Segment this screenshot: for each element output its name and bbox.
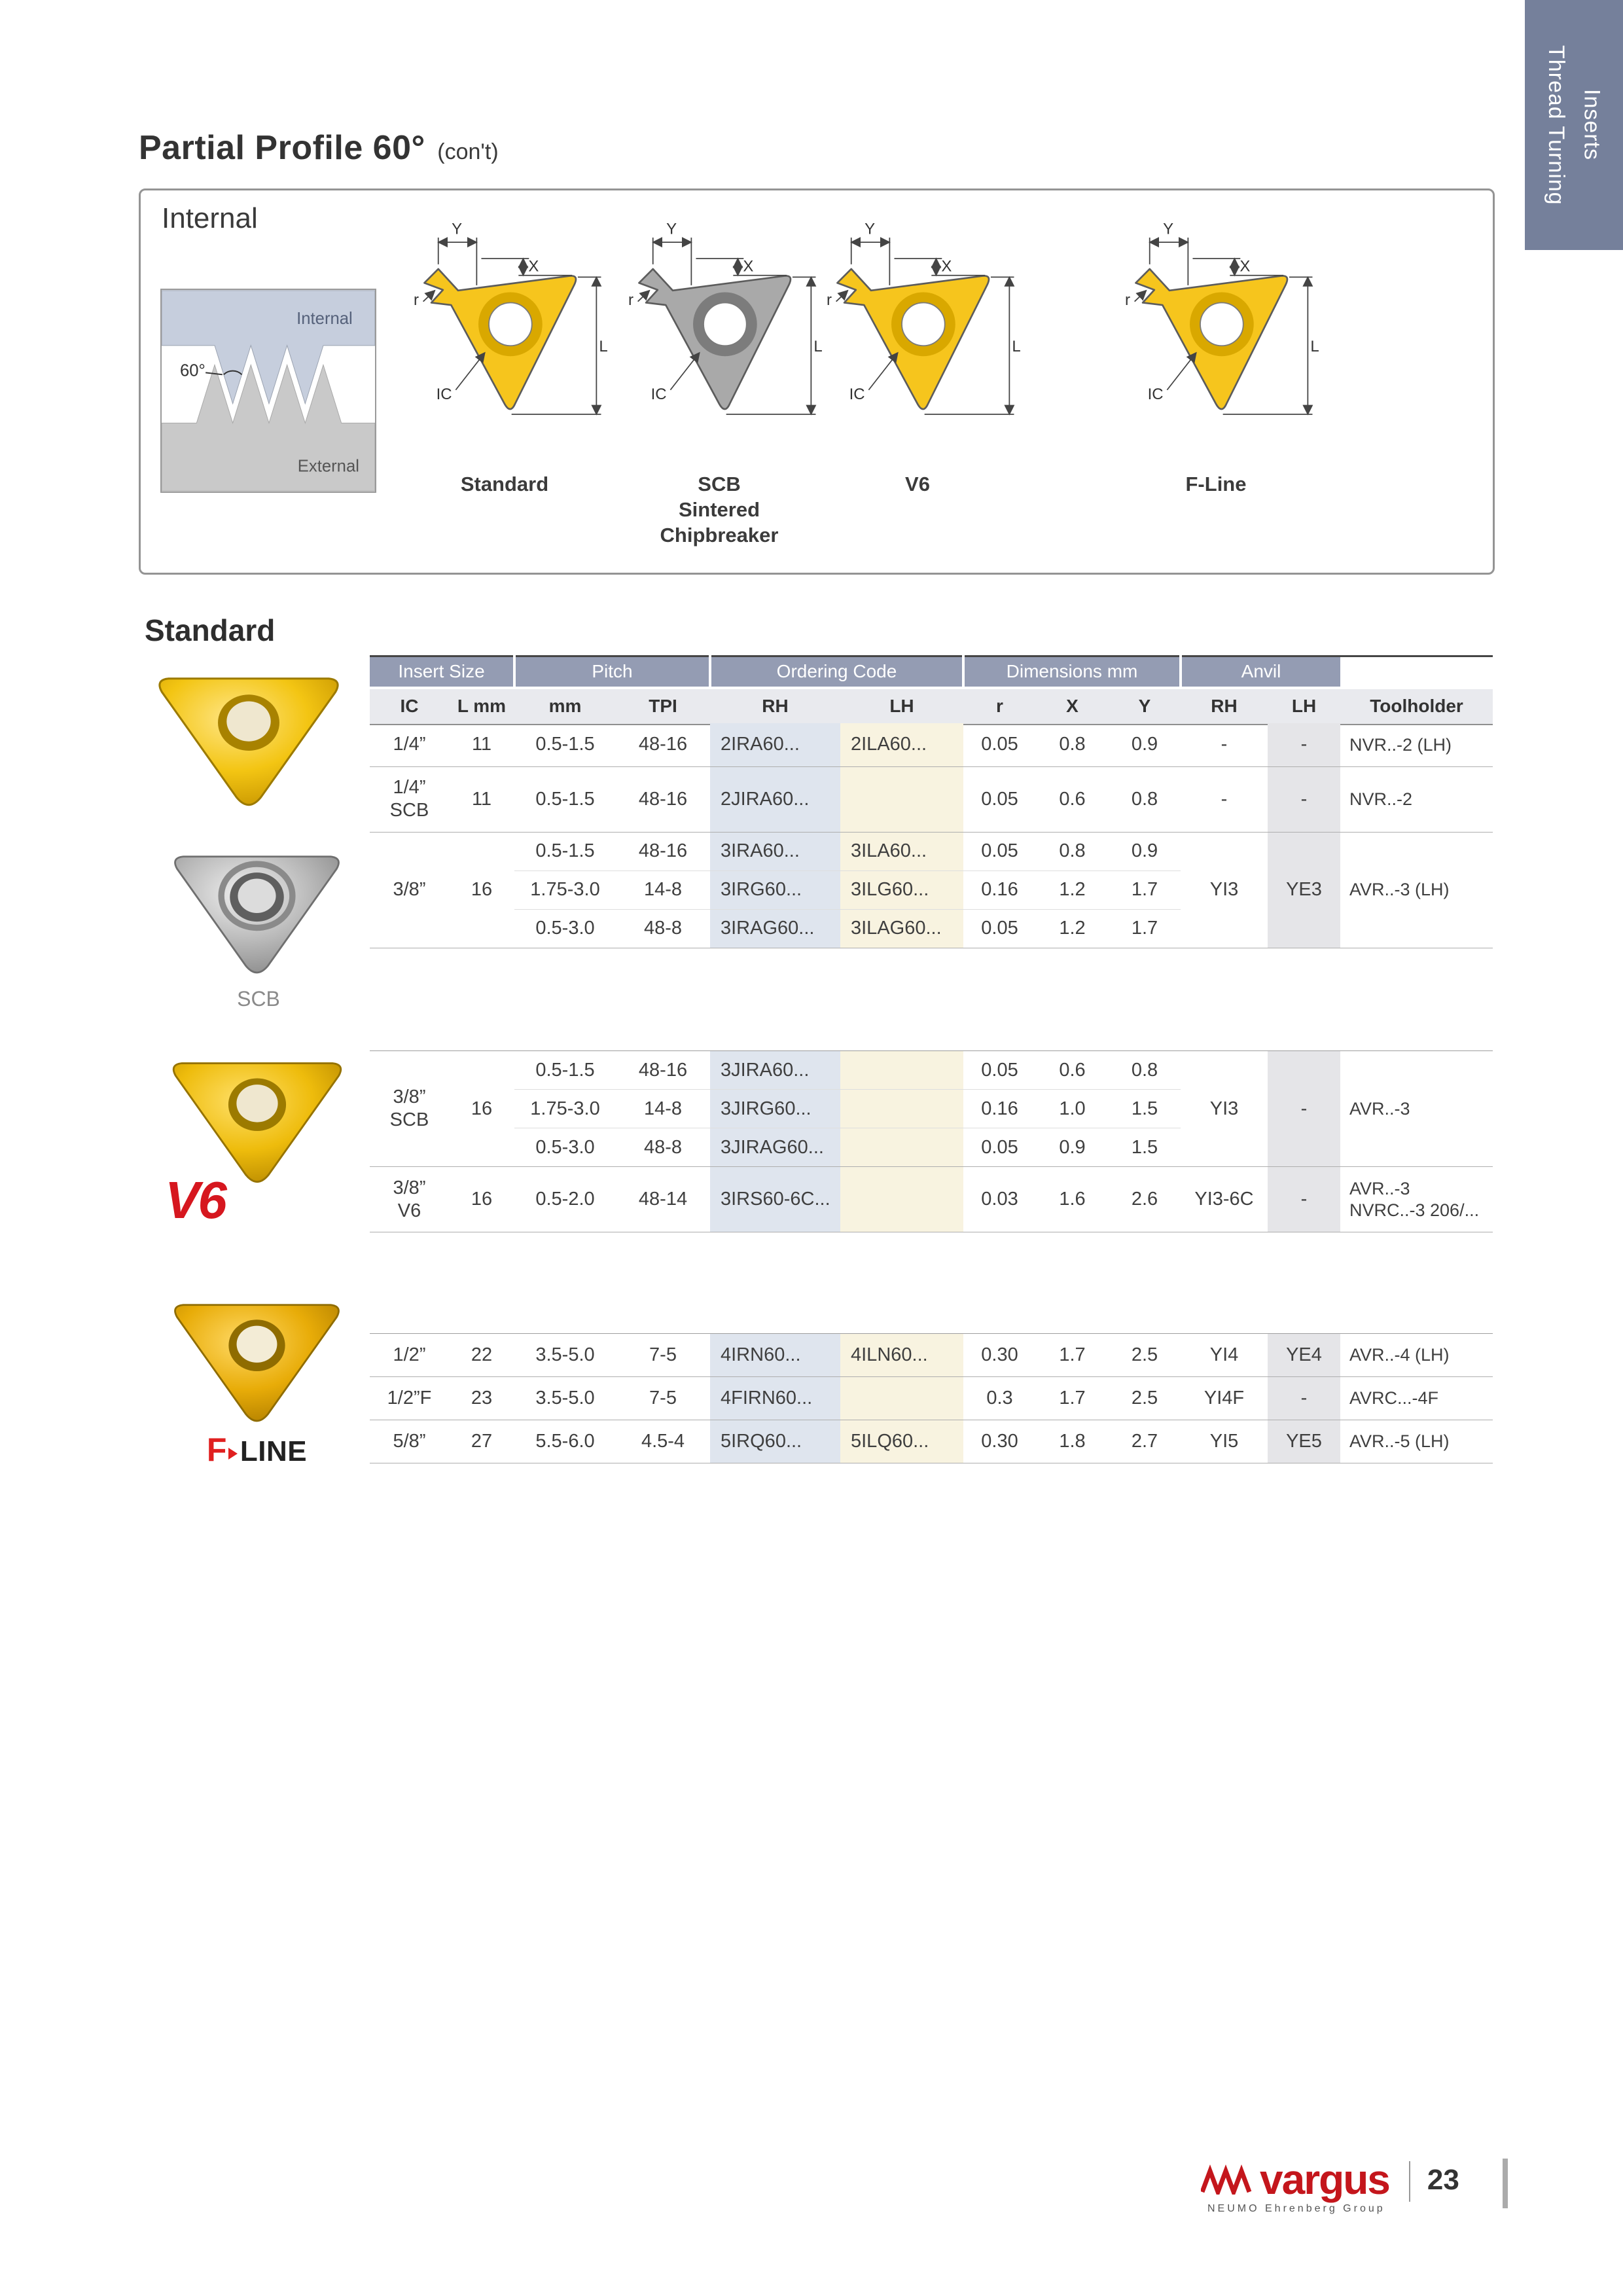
cell-mm: 0.5-3.0 <box>514 1128 616 1167</box>
cell-rh: 4FIRN60... <box>710 1377 840 1420</box>
cell-alh: - <box>1268 723 1340 766</box>
svg-text:r: r <box>1124 291 1130 310</box>
cell-arh: YI3 <box>1181 832 1268 948</box>
standard-table-block-1 <box>370 723 1493 948</box>
svg-text:r: r <box>826 291 832 310</box>
cell-y: 2.7 <box>1109 1420 1181 1463</box>
standard-table-header <box>370 655 1493 725</box>
page-footer <box>1201 2156 1508 2215</box>
cell-alh: - <box>1268 766 1340 832</box>
page-number: 23 <box>1427 2164 1459 2196</box>
cell-th: NVR..-2 (LH) <box>1340 723 1493 766</box>
cell-rh: 2JIRA60... <box>710 766 840 832</box>
cell-r: 0.30 <box>963 1420 1036 1463</box>
svg-text:Y: Y <box>452 220 463 238</box>
fline-logo-f: F <box>206 1431 227 1468</box>
column-header-rh: RH <box>710 688 840 725</box>
cell-x: 0.9 <box>1036 1128 1109 1167</box>
group-header: Anvil <box>1181 656 1340 688</box>
cell-x: 1.2 <box>1036 870 1109 909</box>
table-row <box>370 1051 1493 1090</box>
cell-r: 0.16 <box>963 870 1036 909</box>
svg-text:L: L <box>1012 338 1021 356</box>
cell-lh <box>840 766 963 832</box>
cell-tpi: 48-8 <box>616 1128 710 1167</box>
standard-table-block-3 <box>370 1333 1493 1463</box>
standard-section-title: Standard <box>145 613 276 647</box>
cell-x: 1.7 <box>1036 1334 1109 1377</box>
table-row <box>370 1377 1493 1420</box>
cell-alh: - <box>1268 1377 1340 1420</box>
cell-r: 0.05 <box>963 909 1036 948</box>
cell-y: 2.6 <box>1109 1167 1181 1232</box>
cell-l: 11 <box>449 766 514 832</box>
cell-x: 1.7 <box>1036 1377 1109 1420</box>
svg-text:Y: Y <box>1163 220 1174 238</box>
cell-x: 0.6 <box>1036 766 1109 832</box>
variant-label: F-Line <box>1185 473 1247 495</box>
svg-text:X: X <box>528 257 539 276</box>
svg-text:IC: IC <box>651 385 667 403</box>
cell-mm: 5.5-6.0 <box>514 1420 616 1463</box>
vargus-subtext: NEUMO Ehrenberg Group <box>1207 2203 1385 2214</box>
fline-logo <box>157 1431 357 1469</box>
cell-th: AVR..-4 (LH) <box>1340 1334 1493 1377</box>
footer-edge-bar <box>1503 2159 1508 2208</box>
cell-y: 1.5 <box>1109 1128 1181 1167</box>
cell-l: 23 <box>449 1377 514 1420</box>
cell-arh: YI3 <box>1181 1051 1268 1167</box>
cell-r: 0.05 <box>963 1051 1036 1090</box>
cell-arh: YI4F <box>1181 1377 1268 1420</box>
cell-tpi: 48-16 <box>616 1051 710 1090</box>
cell-mm: 1.75-3.0 <box>514 870 616 909</box>
cell-mm: 3.5-5.0 <box>514 1334 616 1377</box>
cell-mm: 0.5-2.0 <box>514 1167 616 1232</box>
cell-mm: 0.5-1.5 <box>514 1051 616 1090</box>
cell-ic: 3/8” SCB <box>370 1051 449 1167</box>
cell-lh: 3ILA60... <box>840 832 963 870</box>
insert-photo-v6 <box>162 1041 352 1191</box>
column-header-ic: IC <box>370 688 449 725</box>
cell-r: 0.16 <box>963 1090 1036 1128</box>
table-row <box>370 1167 1493 1232</box>
column-header-l: L mm <box>449 688 514 725</box>
standard-table-block-2 <box>370 1050 1493 1232</box>
column-header-mm: mm <box>514 688 616 725</box>
group-header: Dimensions mm <box>963 656 1181 688</box>
cell-r: 0.05 <box>963 1128 1036 1167</box>
cell-lh <box>840 1051 963 1090</box>
cell-th: AVR..-3 <box>1340 1051 1493 1167</box>
cell-rh: 3JIRA60... <box>710 1051 840 1090</box>
cell-th: AVRC...-4F <box>1340 1377 1493 1420</box>
cell-y: 1.7 <box>1109 909 1181 948</box>
variant-standard <box>387 217 622 497</box>
cell-alh: - <box>1268 1167 1340 1232</box>
cell-tpi: 14-8 <box>616 870 710 909</box>
cell-tpi: 48-16 <box>616 766 710 832</box>
cell-rh: 4IRN60... <box>710 1334 840 1377</box>
cell-l: 22 <box>449 1334 514 1377</box>
cell-lh: 3ILAG60... <box>840 909 963 948</box>
cell-x: 1.6 <box>1036 1167 1109 1232</box>
cell-l: 11 <box>449 723 514 766</box>
cell-lh <box>840 1167 963 1232</box>
cell-l: 16 <box>449 1167 514 1232</box>
cell-lh: 2ILA60... <box>840 723 963 766</box>
svg-text:External: External <box>297 457 359 476</box>
cell-ic: 1/2” <box>370 1334 449 1377</box>
svg-text:IC: IC <box>1147 385 1164 403</box>
insert-photo-scb <box>164 834 350 982</box>
cell-lh <box>840 1128 963 1167</box>
cell-r: 0.03 <box>963 1167 1036 1232</box>
table-row <box>370 766 1493 832</box>
svg-text:X: X <box>1240 257 1251 276</box>
cell-alh: YE5 <box>1268 1420 1340 1463</box>
cell-r: 0.30 <box>963 1334 1036 1377</box>
cell-y: 0.8 <box>1109 1051 1181 1090</box>
cell-tpi: 48-8 <box>616 909 710 948</box>
side-tab-label <box>1539 45 1610 206</box>
fline-logo-triangle-icon <box>228 1448 238 1460</box>
cell-arh: YI3-6C <box>1181 1167 1268 1232</box>
page-title <box>139 128 499 168</box>
column-header-y: Y <box>1109 688 1181 725</box>
cell-rh: 3JIRG60... <box>710 1090 840 1128</box>
cell-arh: YI4 <box>1181 1334 1268 1377</box>
cell-y: 1.5 <box>1109 1090 1181 1128</box>
cell-l: 16 <box>449 1051 514 1167</box>
svg-text:Y: Y <box>666 220 677 238</box>
insert-photo-fline <box>157 1283 357 1430</box>
cell-ic: 1/4” <box>370 723 449 766</box>
column-header-alh: LH <box>1268 688 1340 725</box>
cell-arh: - <box>1181 723 1268 766</box>
insert-variant-diagrams <box>141 190 1493 573</box>
cell-alh: YE4 <box>1268 1334 1340 1377</box>
svg-text:r: r <box>628 291 633 310</box>
variant-f-line <box>1098 217 1334 497</box>
svg-text:Internal: Internal <box>296 310 353 329</box>
cell-lh: 4ILN60... <box>840 1334 963 1377</box>
column-header-arh: RH <box>1181 688 1268 725</box>
cell-y: 0.8 <box>1109 766 1181 832</box>
cell-r: 0.3 <box>963 1377 1036 1420</box>
cell-x: 0.8 <box>1036 832 1109 870</box>
table-row <box>370 723 1493 766</box>
group-header: Insert Size <box>370 656 514 688</box>
cell-rh: 3IRA60... <box>710 832 840 870</box>
cell-rh: 3IRAG60... <box>710 909 840 948</box>
svg-text:r: r <box>413 291 419 310</box>
footer-divider <box>1409 2161 1410 2202</box>
cell-arh: YI5 <box>1181 1420 1268 1463</box>
cell-tpi: 48-16 <box>616 723 710 766</box>
cell-lh: 3ILG60... <box>840 870 963 909</box>
cell-r: 0.05 <box>963 723 1036 766</box>
svg-text:X: X <box>743 257 754 276</box>
svg-text:IC: IC <box>849 385 865 403</box>
cell-x: 1.8 <box>1036 1420 1109 1463</box>
cell-rh: 3IRS60-6C... <box>710 1167 840 1232</box>
cell-y: 1.7 <box>1109 870 1181 909</box>
cell-l: 27 <box>449 1420 514 1463</box>
table-row <box>370 1334 1493 1377</box>
svg-text:IC: IC <box>436 385 452 403</box>
cell-l: 16 <box>449 832 514 948</box>
svg-text:60°: 60° <box>180 361 205 380</box>
cell-x: 1.2 <box>1036 909 1109 948</box>
svg-text:L: L <box>813 338 823 356</box>
cell-tpi: 7-5 <box>616 1334 710 1377</box>
table-row <box>370 832 1493 870</box>
v6-logo: V6 <box>165 1171 225 1229</box>
variant-v6 <box>800 217 1035 497</box>
page-title-suffix: (con't) <box>437 139 499 164</box>
cell-mm: 3.5-5.0 <box>514 1377 616 1420</box>
cell-mm: 0.5-1.5 <box>514 766 616 832</box>
cell-lh <box>840 1377 963 1420</box>
internal-section-box <box>139 188 1495 575</box>
cell-lh <box>840 1090 963 1128</box>
cell-ic: 5/8” <box>370 1420 449 1463</box>
cell-r: 0.05 <box>963 766 1036 832</box>
internal-box-title: Internal <box>162 202 258 234</box>
cell-y: 2.5 <box>1109 1334 1181 1377</box>
fline-logo-line: LINE <box>240 1435 308 1467</box>
vargus-zigzag-icon <box>1201 2164 1256 2195</box>
cell-th: AVR..-3 (LH) <box>1340 832 1493 948</box>
cell-alh: - <box>1268 1051 1340 1167</box>
insert-photo-standard <box>141 655 357 815</box>
cell-lh: 5ILQ60... <box>840 1420 963 1463</box>
variant-label: Standard <box>460 473 549 495</box>
cell-y: 0.9 <box>1109 832 1181 870</box>
cell-mm: 0.5-3.0 <box>514 909 616 948</box>
cell-ic: 1/2”F <box>370 1377 449 1420</box>
cell-th: NVR..-2 <box>1340 766 1493 832</box>
cell-x: 0.8 <box>1036 723 1109 766</box>
side-tab-thread-turning-inserts <box>1525 0 1623 250</box>
cell-ic: 1/4” SCB <box>370 766 449 832</box>
cell-th: AVR..-5 (LH) <box>1340 1420 1493 1463</box>
cell-rh: 2IRA60... <box>710 723 840 766</box>
variant-label: SCB Sintered Chipbreaker <box>660 473 779 547</box>
cell-rh: 3IRG60... <box>710 870 840 909</box>
cell-mm: 0.5-1.5 <box>514 832 616 870</box>
cell-x: 1.0 <box>1036 1090 1109 1128</box>
vargus-wordmark: vargus <box>1260 2156 1389 2203</box>
column-header-tpi: TPI <box>616 688 710 725</box>
cell-rh: 3JIRAG60... <box>710 1128 840 1167</box>
cell-arh: - <box>1181 766 1268 832</box>
table-row <box>370 1420 1493 1463</box>
cell-ic: 3/8” V6 <box>370 1167 449 1232</box>
side-tab-line-1: Thread Turning <box>1544 45 1569 206</box>
column-header-r: r <box>963 688 1036 725</box>
variant-label: V6 <box>905 473 930 495</box>
svg-text:L: L <box>599 338 608 356</box>
cell-th: AVR..-3 NVRC..-3 206/... <box>1340 1167 1493 1232</box>
scb-photo-caption: SCB <box>237 987 280 1011</box>
svg-text:L: L <box>1310 338 1319 356</box>
svg-text:X: X <box>941 257 952 276</box>
vargus-logo <box>1201 2156 1389 2215</box>
cell-y: 2.5 <box>1109 1377 1181 1420</box>
cell-x: 0.6 <box>1036 1051 1109 1090</box>
cell-rh: 5IRQ60... <box>710 1420 840 1463</box>
cell-r: 0.05 <box>963 832 1036 870</box>
cell-tpi: 7-5 <box>616 1377 710 1420</box>
svg-text:Y: Y <box>865 220 876 238</box>
column-header-lh: LH <box>840 688 963 725</box>
group-header-empty <box>1340 656 1493 688</box>
cell-y: 0.9 <box>1109 723 1181 766</box>
side-tab-line-2: Inserts <box>1579 89 1605 161</box>
group-header: Ordering Code <box>710 656 963 688</box>
group-header: Pitch <box>514 656 710 688</box>
column-header-th: Toolholder <box>1340 688 1493 725</box>
cell-tpi: 48-14 <box>616 1167 710 1232</box>
cell-ic: 3/8” <box>370 832 449 948</box>
cell-alh: YE3 <box>1268 832 1340 948</box>
cell-mm: 1.75-3.0 <box>514 1090 616 1128</box>
cell-mm: 0.5-1.5 <box>514 723 616 766</box>
page-title-main: Partial Profile 60° <box>139 129 425 167</box>
cell-tpi: 48-16 <box>616 832 710 870</box>
cell-tpi: 14-8 <box>616 1090 710 1128</box>
cell-tpi: 4.5-4 <box>616 1420 710 1463</box>
column-header-x: X <box>1036 688 1109 725</box>
